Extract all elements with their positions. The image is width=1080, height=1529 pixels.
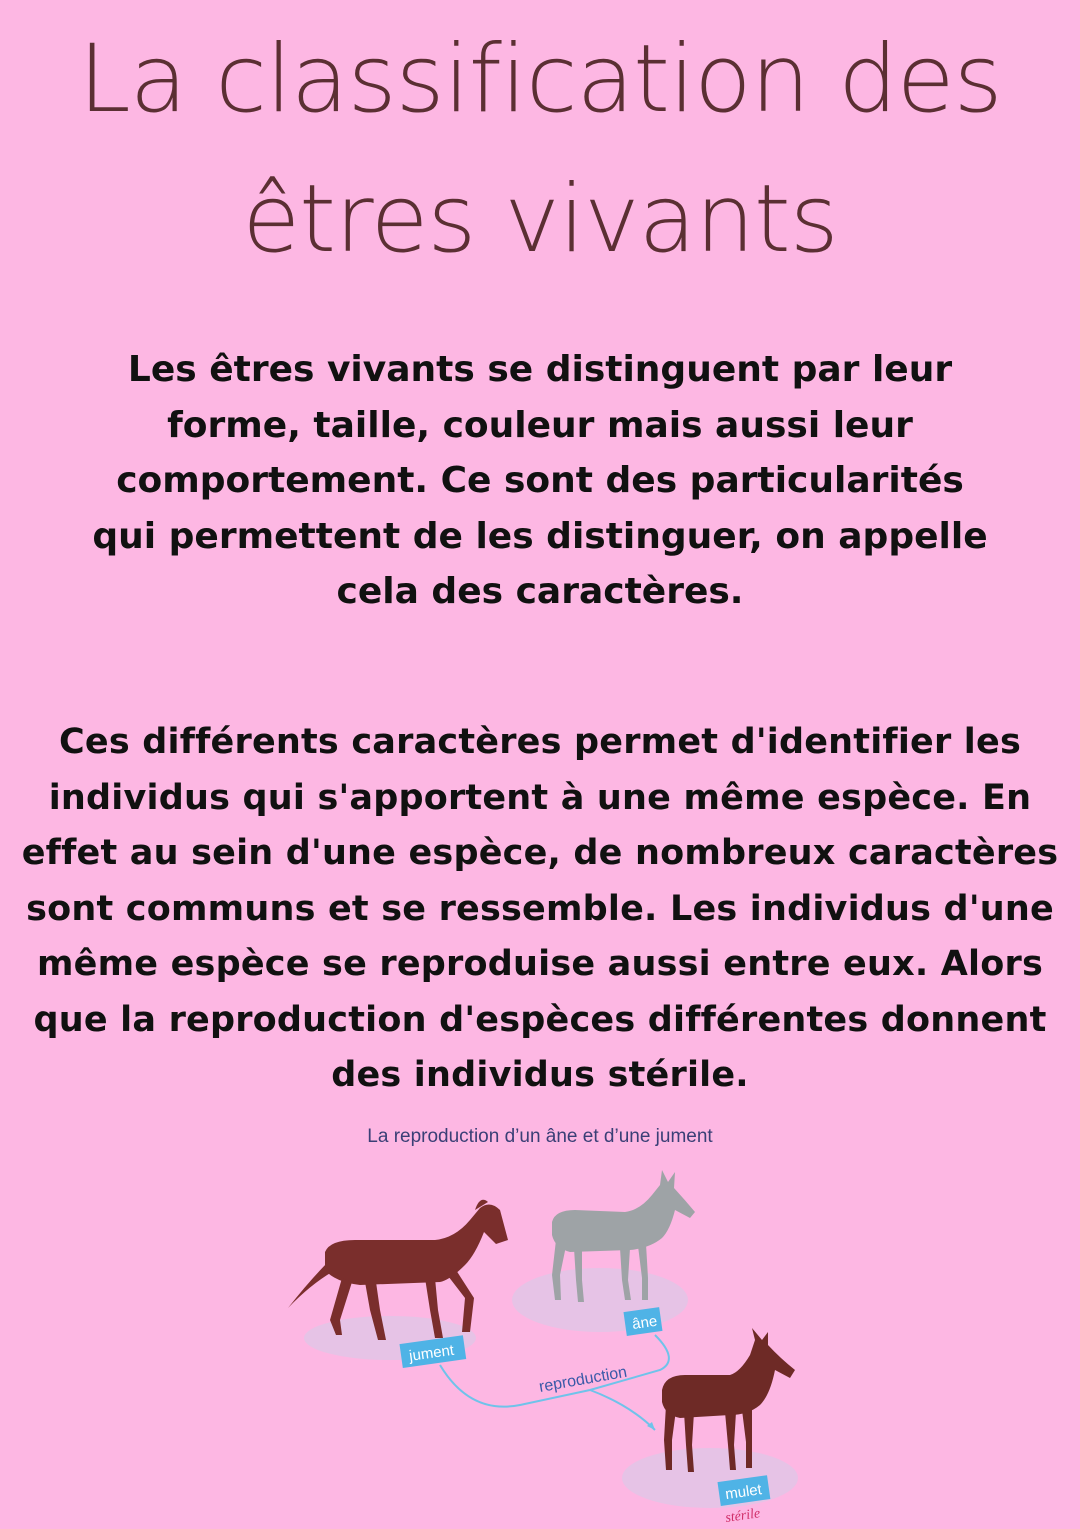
tag-mulet-label: mulet [724, 1481, 763, 1504]
tag-ane-label: âne [631, 1312, 659, 1333]
species-line: des individus stérile. [331, 1055, 749, 1095]
page-title [0, 10, 1080, 290]
intro-line: qui permettent de les distinguer, on appelle [92, 515, 988, 557]
title-line-1: La classification des [78, 25, 1002, 134]
figure-caption: La reproduction d’un âne et d’une jument [367, 1126, 713, 1147]
intro-line: comportement. Ce sont des particularités [116, 460, 964, 501]
tag-jument-label: jument [408, 1341, 456, 1365]
species-line: individus qui s'apportent à une même espèce. En [48, 777, 1032, 818]
ane-shadow [512, 1268, 688, 1332]
reproduction-label: reproduction [537, 1363, 629, 1396]
intro-line: cela des caractères. [336, 571, 744, 612]
species-line: sont communs et se ressemble. Les individus d'une [26, 888, 1054, 929]
species-line: même espèce se reproduise aussi entre eux. Alors [37, 944, 1043, 984]
reproduction-diagram [270, 1160, 830, 1529]
species-paragraph [0, 715, 1080, 1104]
intro-paragraph [0, 342, 1080, 620]
intro-line: Les êtres vivants se distinguent par leur [127, 349, 953, 390]
arrow-to-mulet [590, 1390, 655, 1430]
species-line: effet au sein d'une espèce, de nombreux caractères [21, 833, 1059, 873]
tag-ane [623, 1307, 662, 1336]
species-line: que la reproduction d'espèces différentes donnent [33, 999, 1047, 1040]
species-line: Ces différents caractères permet d'identifier les [59, 722, 1021, 762]
mulet-shadow [622, 1448, 798, 1508]
sterile-label: stérile [724, 1506, 762, 1526]
title-line-2: êtres vivants [242, 165, 838, 274]
intro-line: forme, taille, couleur mais aussi leur [167, 404, 913, 446]
